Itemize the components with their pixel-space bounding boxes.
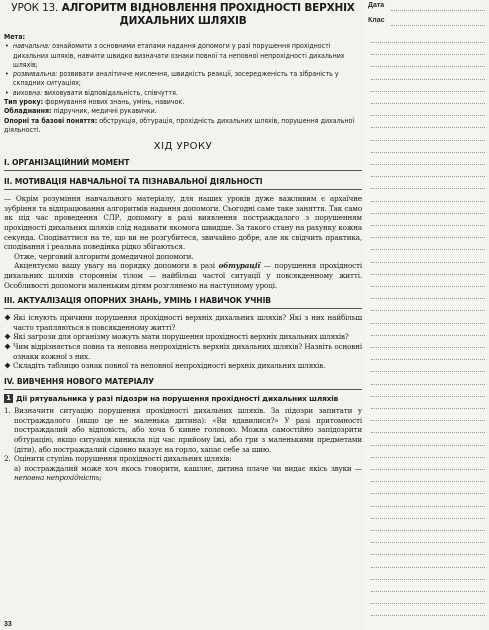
note-line: [371, 298, 485, 299]
note-line: [371, 188, 485, 189]
step-text: Визначити ситуацію порушення прохідності дихальних шляхів. За підозри запитати у постраждалого (якщо це не маленька дитина): «Ви вдавилися?» У разі притомності постраждалий або відповість, або хоча б кивне головою. Можна самостійно запідозрити обтурацію, якщо ситуація виникла під час прийому їжі, або гри з маленькими предметами (діти), або постраждалий сідовно вказує на горло, хапає себе за шию.: [14, 406, 362, 454]
block-title: Дії рятувальника у разі підозри на порушення прохідності дихальних шляхів: [16, 393, 339, 403]
lesson-number: УРОК 13.: [11, 2, 59, 14]
notes-margin: [365, 0, 487, 630]
lesson-type-text: формування нових знань, умінь, навичок.: [45, 98, 185, 107]
concepts-text: обструкція, обтурація, прохідність дихальних шляхів, порушення дихальної діяльності.: [4, 116, 355, 134]
note-line: [371, 603, 485, 604]
lesson-title-line1: АЛГОРИТМ ВІДНОВЛЕННЯ ПРОХІДНОСТІ ВЕРХНІХ: [61, 2, 355, 14]
divider: [4, 170, 362, 171]
step-text: Оцінити ступінь порушення прохідності дихальних шляхів:: [14, 454, 232, 464]
meta-text: ознайомити з основними етапами надання допомоги у разі порушення прохідності дихальних шляхів, навчити швидко визначати ознаки повної та неповної непрохідності дихальних шляхів;: [13, 42, 345, 69]
emphasis: обтурації: [218, 261, 261, 271]
note-line: [371, 127, 485, 128]
question-item: Складіть таблицю ознак повної та неповної непрохідності верхніх дихальних шляхів.: [4, 361, 362, 371]
note-line: [371, 335, 485, 336]
meta-text: розвивати аналітичне мислення, швидкість реакції, зосередженість та зібраність у складних ситуаціях;: [13, 70, 339, 88]
note-line: [371, 432, 485, 433]
note-line: [371, 103, 485, 104]
meta-kind: розвивальна:: [13, 70, 58, 79]
note-line: [371, 542, 485, 543]
section-heading: ІІ. МОТИВАЦІЯ НАВЧАЛЬНОЇ ТА ПІЗНАВАЛЬНОЇ ДІЯЛЬНОСТІ: [4, 177, 263, 187]
note-line: [371, 615, 485, 616]
step-item: [4, 406, 362, 454]
paragraph-text: — порушення прохідності дихальних шляхів стороннім тілом — найбільш частої ситуації у повсякденному житті. Особливості допомоги маленьким дітям розглянемо на наступному уроці.: [4, 261, 362, 290]
note-line: [371, 359, 485, 360]
class-label: Клас: [368, 17, 385, 24]
section-heading: ІІІ. АКТУАЛІЗАЦІЯ ОПОРНИХ ЗНАНЬ, УМІНЬ І НАВИЧОК УЧНІВ: [4, 296, 271, 306]
note-line: [371, 591, 485, 592]
step-text: а) постраждалий може хоч якось говорити, кашляє, дитина плаче чи видає якісь звуки —: [14, 463, 362, 473]
emphasis: неповна непрохідність: [14, 473, 100, 483]
section-heading: IV. ВИВЧЕННЯ НОВОГО МАТЕРІАЛУ: [4, 376, 155, 386]
note-line: [371, 54, 485, 55]
meta-item: [4, 89, 362, 98]
note-line: [371, 79, 485, 80]
note-line: [371, 384, 485, 385]
note-line: [371, 274, 485, 275]
note-line: [371, 286, 485, 287]
concepts-label: Опорні та базові поняття:: [4, 116, 98, 125]
note-line: [371, 42, 485, 43]
note-line: [371, 493, 485, 494]
lesson-type-label: Тип уроку:: [4, 98, 44, 107]
note-line: [371, 164, 485, 165]
divider: [4, 308, 362, 309]
date-line: [391, 10, 485, 11]
meta-text: виховувати відповідальність, співчуття.: [44, 88, 178, 97]
page-number: 33: [4, 621, 12, 628]
equipment-text: підручник, медичні рукавички.: [53, 107, 157, 116]
note-line: [371, 323, 485, 324]
note-line: [371, 396, 485, 397]
step-subitem: [4, 464, 362, 483]
step-text: ;: [99, 473, 102, 483]
paragraph: — Окрім розуміння навчального матеріалу, для наших уроків дуже важливим є архаїчне зубріння та відпрацювання алгоритмів надання допомоги. Сьогодні саме таке заняття. Так само як під час проведення СЛР, допомогу в разі виявлення постраждалого з порушенням прохідності дихальних шляхів слід надавати якомога швидше. За такого стану на рахунку кожна секунда. Сподіваттися на те, що ви не розгубитеся, звичайно добре, але як свідчить практика, сподівання і реальна поведінка рідко збігаються.: [4, 194, 362, 252]
divider: [4, 189, 362, 190]
note-line: [371, 554, 485, 555]
section-heading: І. ОРГАНІЗАЦІЙНИЙ МОМЕНТ: [4, 158, 130, 168]
lesson-type: [4, 98, 362, 107]
note-line: [371, 567, 485, 568]
note-line: [371, 481, 485, 482]
lesson-title: [4, 2, 362, 28]
note-line: [371, 518, 485, 519]
question-item: Які існують причини порушення прохідності верхніх дихальних шляхів? Які з них найбільш часто трапляються в повсякденному житті?: [4, 313, 362, 332]
meta-kind: навчальна:: [13, 42, 51, 51]
class-line: [391, 25, 485, 26]
note-line: [371, 201, 485, 202]
note-line: [371, 469, 485, 470]
note-line: [371, 115, 485, 116]
date-label: Дата: [368, 2, 385, 9]
note-line: [371, 91, 485, 92]
block-heading: [4, 394, 362, 404]
concepts: [4, 117, 362, 136]
note-line: [371, 310, 485, 311]
question-list: [4, 313, 362, 371]
meta-kind: виховна:: [13, 88, 43, 97]
meta-item: [4, 42, 362, 70]
note-line: [371, 408, 485, 409]
note-line: [371, 530, 485, 531]
lesson-title-line2: ДИХАЛЬНИХ ШЛЯХІВ: [119, 15, 247, 27]
note-line: [371, 371, 485, 372]
note-line: [371, 66, 485, 67]
note-line: [371, 457, 485, 458]
note-line: [371, 506, 485, 507]
note-line: [371, 420, 485, 421]
equipment-label: Обладнання:: [4, 107, 52, 116]
meta-block: [4, 33, 362, 135]
course-heading: ХІД УРОКУ: [153, 141, 213, 153]
steps: [4, 406, 362, 483]
equipment: [4, 107, 362, 116]
note-line: [371, 176, 485, 177]
paragraph-text: Акцентуємо вашу увагу на порядку допомоги в разі: [14, 261, 219, 271]
note-line: [371, 249, 485, 250]
step-item: [4, 454, 362, 464]
meta-item: [4, 70, 362, 89]
block-number-badge: 1: [4, 394, 13, 403]
note-line: [371, 262, 485, 263]
meta-label: Мета:: [4, 33, 25, 41]
note-line: [371, 347, 485, 348]
motivation-text: [4, 194, 362, 290]
divider: [4, 389, 362, 390]
step-number: 1.: [4, 406, 11, 416]
question-item: Які загрози для організму можуть мати порушення прохідності верхніх дихальних шляхів?: [4, 332, 362, 342]
step-number: 2.: [4, 454, 11, 464]
paragraph: [4, 261, 362, 290]
note-line: [371, 152, 485, 153]
note-line: [371, 213, 485, 214]
note-line: [371, 140, 485, 141]
question-item: Чим відрізняється повна та неповна непрохідність верхніх дихальних шляхів? Назвіть основні ознаки кожної з них.: [4, 342, 362, 361]
note-line: [371, 579, 485, 580]
note-line: [371, 237, 485, 238]
note-line: [371, 225, 485, 226]
note-line: [371, 445, 485, 446]
lesson-content: [4, 0, 362, 483]
paragraph: Отже, черговий алгоритм домедичної допомоги.: [14, 251, 194, 261]
